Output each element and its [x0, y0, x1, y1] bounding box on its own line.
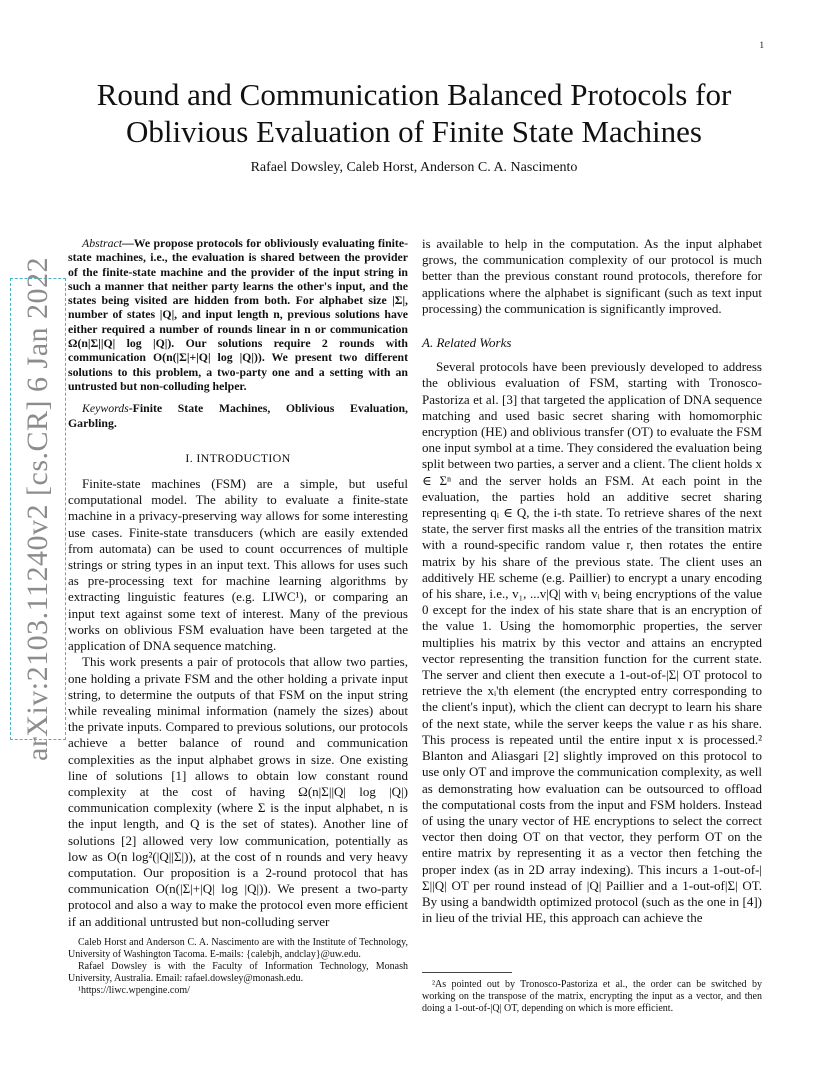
section-heading-introduction: I. INTRODUCTION: [185, 450, 291, 465]
footnotes-right: [422, 966, 762, 1015]
title-line-2: Oblivious Evaluation of Finite State Machines: [126, 114, 702, 149]
subsection-heading-related-works: A. Related Works: [422, 335, 512, 351]
footnote-affiliation-1: Caleb Horst and Anderson C. A. Nascimento are with the Institute of Technology, University of Washington Tacoma. E-mails: {calebjh, andclay}@uw.edu.: [68, 937, 408, 960]
related-works-paragraph: Several protocols have been previously developed to address the oblivious evaluation of FSM, starting with Tronosco-Pastoriza et al. [3] that targeted the application of DNA sequence matching and used basic secret sharing with homomorphic encryption (HE) and oblivious transfer (OT) to evaluate the FSM one input symbol at a time. They considered the evaluation being split between two parties, a server and a client. The client holds x ∈ Σⁿ and the server holds an FSM. At each point in the evaluation, the parties hold an additive secret sharing representing qᵢ ∈ Q, the i-th state. To retrieve shares of the next state, the server first masks all the entries of the transition matrix with a round-specific random value r, then rotates the entire matrix by his share of the previous state. The client uses an additively HE scheme (e.g. Paillier) to encrypt a unary encoding of his share, i.e., v₁, ...v|Q| with vᵢ being encryptions of the value 0 except for the index of his state share that is an encryption of the value 1. Using the homomorphic properties, the server multiplies his matrix by this vector and attains an encrypted vector representing the transition function for the current state. The server and client then execute a 1-out-of-|Σ| OT protocol to retrieve the xᵢ'th element (the encrypted entry corresponding to the client's input), which the client can decrypt to learn his share of the next state, while the server keeps the value r as his share. This process is repeated until the entire input x is processed.² Blanton and Aliasgari [2] slightly improved on this protocol to use only OT and improve the communication complexity, as well as demonstrating how evaluation can be outsourced to offload the computational costs from the input and FSM holders. Instead of using the unary vector of HE encryptions to select the correct vector then doing OT on that vector, they perform OT on the entire matrix by representing it as a vector then fetching the proper index (as in 2D array indexing). This incurs a 1-out-of-|Σ||Q| OT per round instead of |Q| Paillier and a 1-out-of|Σ| OT. By using a bandwidth optimized protocol (such as the one in [4]) in lieu of the trivial HE, this approach can achieve the: [422, 359, 762, 926]
abstract: [68, 236, 408, 393]
footnote-1: ¹https://liwc.wpengine.com/: [78, 985, 190, 996]
right-paragraph-continued: is available to help in the computation. As the input alphabet grows, the communication complexity of our protocol is much better than the previous constant round protocols, therefore for applications where the alphabet is significant (such as text input processing) the communication is significantly improved.: [422, 236, 762, 316]
arxiv-stamp: arXiv:2103.11240v2 [cs.CR] 6 Jan 2022: [10, 278, 66, 740]
left-column: [68, 236, 408, 930]
page-number: 1: [759, 40, 764, 50]
abstract-text: —We propose protocols for obliviously evaluating finite-state machines, i.e., the evaluation is shared between the provider of the finite-state machine and the provider of the input string in such a manner that neither party learns the other's input, and the states being visited are hidden from both. For alphabet size |Σ|, number of states |Q|, and input length n, previous solutions have either required a number of rounds linear in n or communication Ω(n|Σ||Q| log |Q|). Our solutions require 2 rounds with communication O(n(|Σ|+|Q| log |Q|)). We present two different solutions to this problem, a two-party one and a setting with an untrusted but non-colluding helper.: [68, 236, 408, 393]
intro-paragraph-1: Finite-state machines (FSM) are a simple, but useful computational model. The ability to evaluate a finite-state machine in a privacy-preserving way allows for some interesting use cases. Finite-state transducers (which are easily extended from automata) can be used to count occurrences of multiple strings or string types in an input text. This allows for uses such as pre-processing text for machine learning algorithms by extracting linguistic features (e.g. LIWC¹), or comparing an input text against some text of interest. Many of the previous works on oblivious FSM evaluation have been targeted at the application of DNA sequence matching.: [68, 476, 408, 654]
right-column: [422, 236, 762, 926]
keywords-text: -Finite State Machines, Oblivious Evaluation, Garbling.: [68, 401, 408, 430]
keywords-label: Keywords: [82, 401, 129, 416]
footnote-affiliation-2: Rafael Dowsley is with the Faculty of Information Technology, Monash University, Australia. Email: rafael.dowsley@monash.edu.: [68, 961, 408, 984]
intro-paragraph-2: This work presents a pair of protocols that allow two parties, one holding a private FSM and the other holding a private input string, to determine the outputs of that FSM on the input string while revealing minimal information (namely the sizes) about the private inputs. Compared to previous solutions, our protocols achieve a better balance of round and communication complexities as the input alphabet grows in size. One existing line of solutions [1] allows to obtain low constant round complexity at the cost of having Ω(n|Σ||Q| log |Q|) communication complexity (where Σ is the input alphabet, n is the input length, and Q is the set of states). Another line of solutions [2] allowed very low communication, potentially as low as O(n log²(|Q||Σ|)), at the cost of n rounds and very heavy computation. Our proposition is a 2-round protocol that has communication O(n(|Σ|+|Q| log |Q|)). We present a two-party protocol and also a way to make the protocol even more efficient if an additional untrusted but non-colluding server: [68, 654, 408, 929]
keywords: [68, 401, 408, 430]
footnote-2: ²As pointed out by Tronosco-Pastoriza et al., the order can be switched by working on the transpose of the matrix, encrypting the input as a vector, and then doing a 1-out-of-|Q| OT, depending on which is more efficient.: [422, 979, 762, 1014]
abstract-label: Abstract: [82, 236, 122, 250]
author-list: Rafael Dowsley, Caleb Horst, Anderson C. A. Nascimento: [250, 160, 578, 175]
title-line-1: Round and Communication Balanced Protocols for: [96, 77, 732, 112]
footnote-rule: [422, 972, 512, 973]
paper-title: [60, 76, 768, 150]
footnotes-left: [68, 937, 408, 997]
